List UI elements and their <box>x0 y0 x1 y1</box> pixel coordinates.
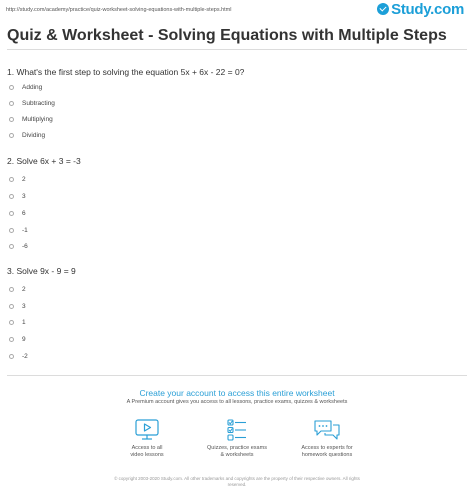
checkmark-icon <box>377 3 389 15</box>
answer-option[interactable] <box>9 241 28 251</box>
question-1: 1. What's the first step to solving the equation 5x + 6x - 22 = 0? <box>7 67 245 77</box>
radio-button[interactable] <box>9 354 14 359</box>
option-label: 3 <box>22 192 26 200</box>
answer-option[interactable] <box>9 317 26 327</box>
feature-text-line2: homework questions <box>301 452 353 458</box>
question-2: 2. Solve 6x + 3 = -3 <box>7 156 81 166</box>
copyright-line2: reserved. <box>227 482 247 487</box>
radio-button[interactable] <box>9 211 14 216</box>
answer-option[interactable] <box>9 98 55 108</box>
feature-text-line1: Quizzes, practice exams <box>207 445 267 451</box>
expert-chat-icon <box>313 418 341 442</box>
option-label: Subtracting <box>22 99 55 107</box>
radio-button[interactable] <box>9 304 14 309</box>
option-label: Adding <box>22 83 43 91</box>
question-3: 3. Solve 9x - 9 = 9 <box>7 266 76 276</box>
option-label: 1 <box>22 318 26 326</box>
option-label: -6 <box>22 242 28 250</box>
study-logo[interactable] <box>377 2 464 16</box>
radio-button[interactable] <box>9 320 14 325</box>
feature-text-line2: video lessons <box>130 452 164 458</box>
option-label: 2 <box>22 175 26 183</box>
option-label: 9 <box>22 335 26 343</box>
radio-button[interactable] <box>9 133 14 138</box>
option-label: -1 <box>22 226 28 234</box>
divider <box>7 49 467 50</box>
answer-option[interactable] <box>9 82 42 92</box>
option-label: 6 <box>22 209 26 217</box>
radio-button[interactable] <box>9 228 14 233</box>
answer-option[interactable] <box>9 334 26 344</box>
option-label: 2 <box>22 285 26 293</box>
radio-button[interactable] <box>9 117 14 122</box>
radio-button[interactable] <box>9 177 14 182</box>
radio-button[interactable] <box>9 101 14 106</box>
top-bar <box>0 0 474 22</box>
radio-button[interactable] <box>9 287 14 292</box>
divider <box>7 375 467 376</box>
copyright-footer <box>0 476 474 488</box>
answer-option[interactable] <box>9 284 26 294</box>
radio-button[interactable] <box>9 244 14 249</box>
answer-option[interactable] <box>9 114 53 124</box>
page-url: http://study.com/academy/practice/quiz-worksheet-solving-equations-with-multiple-steps.html <box>6 7 232 13</box>
radio-button[interactable] <box>9 85 14 90</box>
logo-text: Study.com <box>391 0 464 18</box>
feature-quizzes <box>197 418 277 459</box>
feature-text-line1: Access to all <box>131 445 163 451</box>
answer-option[interactable] <box>9 301 26 311</box>
feature-experts <box>287 418 367 459</box>
promo-subheading: A Premium account gives you access to all lessons, practice exams, quizzes & worksheets <box>126 399 348 405</box>
promo-heading[interactable]: Create your account to access this entire worksheet <box>139 388 335 398</box>
feature-video-lessons <box>107 418 187 459</box>
quiz-checklist-icon <box>224 418 250 442</box>
feature-text-line1: Access to experts for <box>301 445 353 451</box>
page-title: Quiz & Worksheet - Solving Equations with Multiple Steps <box>7 27 447 44</box>
radio-button[interactable] <box>9 194 14 199</box>
option-label: -2 <box>22 352 28 360</box>
feature-text-line2: & worksheets <box>220 452 254 458</box>
option-label: Multiplying <box>22 115 53 123</box>
radio-button[interactable] <box>9 337 14 342</box>
copyright-line1: © copyright 2003-2020 Study.com. All other trademarks and copyrights are the property of their respective owners. All rights <box>114 476 360 481</box>
option-label: 3 <box>22 302 26 310</box>
answer-option[interactable] <box>9 191 26 201</box>
answer-option[interactable] <box>9 208 26 218</box>
answer-option[interactable] <box>9 130 45 140</box>
option-label: Dividing <box>22 131 46 139</box>
answer-option[interactable] <box>9 225 28 235</box>
answer-option[interactable] <box>9 174 26 184</box>
answer-option[interactable] <box>9 351 28 361</box>
video-lesson-icon <box>134 418 160 442</box>
